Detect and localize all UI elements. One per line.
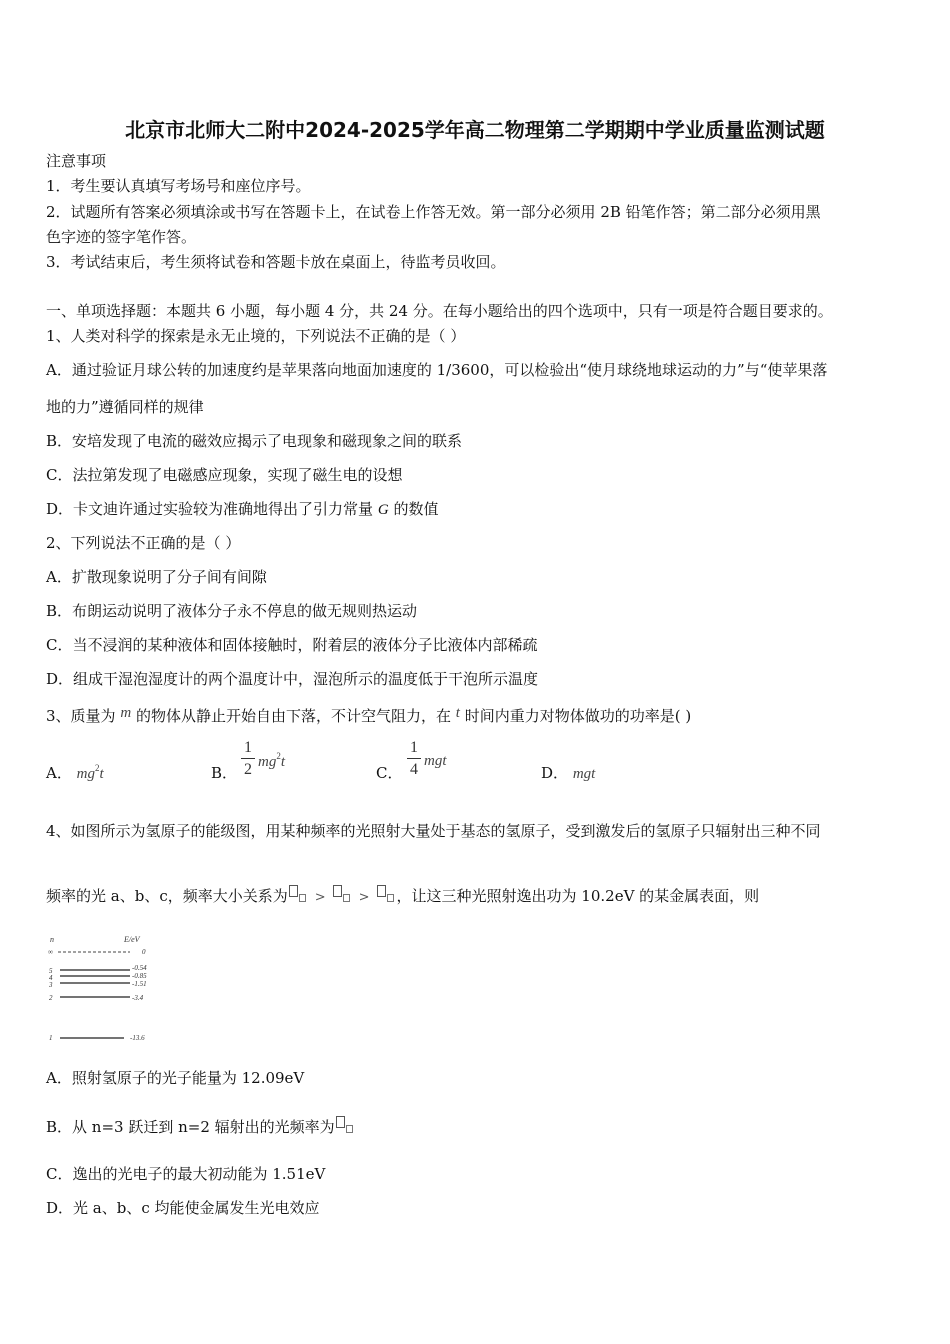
notice-heading: 注意事项 <box>46 152 107 170</box>
fraction-bar <box>407 758 421 759</box>
constant-g: G <box>377 502 389 518</box>
q3-stem-part: 时间内重力对物体做功的功率是( ) <box>464 707 692 725</box>
greater-than: > <box>358 890 370 905</box>
level-n: ∞ <box>48 948 53 956</box>
missing-glyph-icon <box>289 885 298 897</box>
q1-option-b: B．安培发现了电流的磁效应揭示了电现象和磁现象之间的联系 <box>46 432 463 450</box>
q1-option-d-tail: 的数值 <box>393 500 439 518</box>
fraction-quarter <box>407 739 421 779</box>
q3-stem-part: 的物体从静止开始自由下落，不计空气阻力，在 <box>135 707 451 725</box>
level-energy: -0.54 <box>132 964 147 972</box>
diagram-e-label: E/eV <box>124 935 140 944</box>
fraction-bar <box>241 758 255 759</box>
level-energy: 0 <box>142 948 146 956</box>
notice-item-2: 2．试题所有答案必须填涂或书写在答题卡上，在试卷上作答无效。第一部分必须用 2B 铅笔作答；第二部分必须用黑 <box>46 203 821 221</box>
q4-option-a: A．照射氢原子的光子能量为 12.09eV <box>46 1069 305 1087</box>
greater-than: > <box>314 890 326 905</box>
fraction-half <box>241 739 255 779</box>
q3-option-c <box>376 762 402 783</box>
formula <box>258 751 286 770</box>
fraction-denominator: 4 <box>410 761 418 778</box>
q4-stem: 4、如图所示为氢原子的能级图，用某种频率的光照射大量处于基态的氢原子，受到激发后的氢原子只辐射出三种不同 <box>46 822 821 840</box>
option-label: A． <box>46 764 72 782</box>
formula-var: t <box>99 766 104 782</box>
q3-option-b-expr <box>258 751 285 771</box>
level-n: 4 <box>49 974 53 982</box>
option-label: C． <box>376 764 403 782</box>
q3-option-c-expr <box>424 751 447 770</box>
q2-option-c: C．当不浸润的某种液体和固体接触时，附着层的液体分子比液体内部稀疏 <box>46 636 538 654</box>
level-energy: -0.85 <box>132 972 147 980</box>
q4-option-b-text: B．从 n=3 跃迁到 n=2 辐射出的光频率为 <box>46 1118 335 1136</box>
option-label: B． <box>211 764 238 782</box>
q4-option-d: D．光 a、b、c 均能使金属发生光电效应 <box>46 1199 320 1217</box>
q3-option-b <box>211 762 237 783</box>
notice-item-1: 1．考生要认真填写考场号和座位序号。 <box>46 177 311 195</box>
energy-level-diagram <box>44 932 164 1044</box>
q3-stem <box>46 703 691 726</box>
notice-item-2-cont: 色字迹的签字笔作答。 <box>46 228 197 246</box>
q1-option-d-text: D．卡文迪许通过实验较为准确地得出了引力常量 <box>46 500 374 518</box>
missing-glyph-icon <box>387 894 394 902</box>
missing-glyph-icon <box>299 894 306 902</box>
formula-base: mg <box>76 766 95 782</box>
q2-option-d: D．组成干湿泡湿度计的两个温度计中，湿泡所示的温度低于干泡所示温度 <box>46 670 539 688</box>
missing-glyph-icon <box>377 885 386 897</box>
formula: mgt <box>572 766 596 782</box>
var-t: t <box>455 705 460 721</box>
missing-glyph-icon <box>346 1125 353 1133</box>
q4-option-b <box>46 1116 356 1137</box>
formula: mgt <box>424 753 447 769</box>
q4-stem-cont <box>46 885 759 908</box>
q3-option-a <box>46 762 104 783</box>
level-energy: -3.4 <box>132 994 144 1002</box>
q1-option-a-cont: 地的力”遵循同样的规律 <box>46 398 204 416</box>
level-n: 3 <box>49 981 53 989</box>
q2-option-a: A．扩散现象说明了分子间有间隙 <box>46 568 267 586</box>
formula-base: mg <box>258 754 277 770</box>
level-energy: -13.6 <box>130 1034 145 1042</box>
q2-option-b: B．布朗运动说明了液体分子永不停息的做无规则热运动 <box>46 602 418 620</box>
q1-stem: 1、人类对科学的探索是永无止境的，下列说法不正确的是（ ） <box>46 327 466 345</box>
q4-stem-part: ，让这三种光照射逸出功为 10.2eV 的某金属表面，则 <box>396 887 760 905</box>
section-heading: 一、单项选择题：本题共 6 小题，每小题 4 分，共 24 分。在每小题给出的四个选项中，只有一项是符合题目要求的。 <box>46 302 833 320</box>
missing-glyph-icon <box>333 885 342 897</box>
fraction-numerator: 1 <box>410 739 418 756</box>
diagram-n-label: n <box>50 935 54 944</box>
level-n: 2 <box>49 994 53 1002</box>
q3-stem-part: 3、质量为 <box>46 707 116 725</box>
q4-stem-part: 频率的光 a、b、c，频率大小关系为 <box>46 887 288 905</box>
q1-option-d <box>46 499 438 520</box>
q4-option-c: C．逸出的光电子的最大初动能为 1.51eV <box>46 1165 326 1183</box>
q3-option-d <box>541 762 595 783</box>
missing-glyph-icon <box>343 894 350 902</box>
formula-exponent: 2 <box>276 751 281 761</box>
fraction-numerator: 1 <box>244 739 252 756</box>
level-energy: -1.51 <box>132 980 147 988</box>
q1-option-c: C．法拉第发现了电磁感应现象，实现了磁生电的设想 <box>46 466 403 484</box>
formula-exponent: 2 <box>94 763 100 773</box>
missing-glyph-icon <box>336 1116 345 1128</box>
q1-option-a: A．通过验证月球公转的加速度约是苹果落向地面加速度的 1/3600，可以检验出“使月球绕地球运动的力”与“使苹果落 <box>46 361 828 379</box>
notice-item-3: 3．考试结束后，考生须将试卷和答题卡放在桌面上，待监考员收回。 <box>46 253 506 271</box>
formula-var: t <box>280 754 286 770</box>
page-title: 北京市北师大二附中2024-2025学年高二物理第二学期期中学业质量监测试题 <box>125 118 825 142</box>
level-n: 5 <box>49 967 53 975</box>
q2-stem: 2、下列说法不正确的是（ ） <box>46 534 241 552</box>
level-n: 1 <box>49 1034 53 1042</box>
var-m: m <box>120 705 132 721</box>
option-label: D． <box>541 764 569 782</box>
fraction-denominator: 2 <box>244 761 252 778</box>
formula <box>76 763 104 782</box>
